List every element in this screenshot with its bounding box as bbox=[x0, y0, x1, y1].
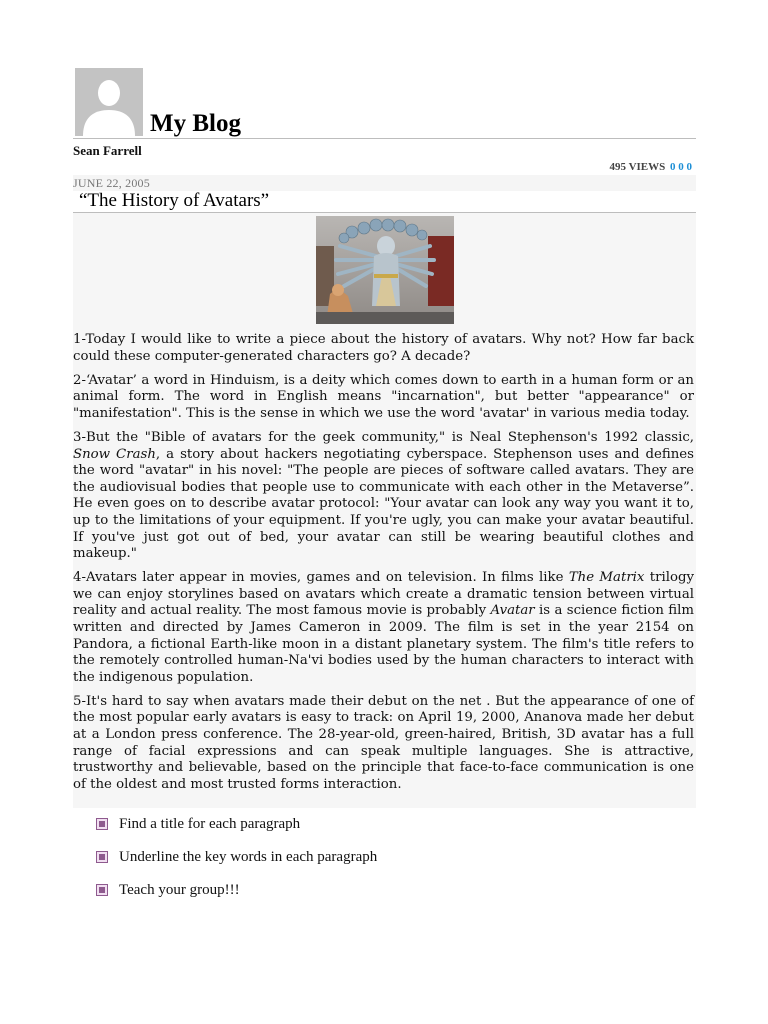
author-avatar bbox=[75, 68, 143, 136]
square-bullet-icon bbox=[96, 818, 108, 830]
paragraph-3 bbox=[73, 430, 694, 563]
author-name[interactable]: Sean Farrell bbox=[73, 143, 142, 158]
paragraph-5: 5-It's hard to say when avatars made their debut on the net . But the appearance of one of the most popular early avatars is easy to track: on April 19, 2000, Ananova made her debut at a London press conference. The 28-year-old, green-haired, British, 3D avatar has a full range of facial expressions and can speak multiple languages. She is attractive, trustworthy and believable, based on the principle that face-to-face communication is one of the oldest and most trusted forms interaction. bbox=[73, 693, 694, 792]
list-item bbox=[96, 882, 377, 915]
list-item bbox=[96, 849, 377, 882]
book-title-italic: Snow Crash bbox=[73, 446, 156, 462]
views-counts[interactable]: 0 0 0 bbox=[670, 161, 692, 173]
task-text: Teach your group!!! bbox=[119, 882, 240, 898]
user-silhouette-icon bbox=[75, 68, 143, 136]
list-item bbox=[96, 816, 377, 849]
paragraph-1: 1-Today I would like to write a piece about the history of avatars. Why not? How far back could these computer-generated characters go? A decade? bbox=[73, 332, 694, 364]
blog-title[interactable]: My Blog bbox=[150, 110, 241, 137]
paragraph-3-text-b: , a story about hackers negotiating cyberspace. Stephenson uses and defines the word "avatar" in his novel: "The people are pieces of software called avatars. They are the audiovisual bodies that people use to communicate with each other in the Metaverse”. He even goes on to describe avatar protocol: "Your avatar can look any way you want it to, up to the limitations of your equipment. If you're ugly, you can make your avatar beautiful. If you've just got out of bed, your avatar can still be wearing beautiful clothes and makeup." bbox=[73, 446, 694, 562]
paragraph-4-text-a: 4-Avatars later appear in movies, games and on television. In films like bbox=[73, 570, 569, 586]
paragraph-4 bbox=[73, 570, 694, 686]
film-title-italic-1: The Matrix bbox=[568, 570, 645, 586]
deity-statue-image bbox=[316, 216, 454, 324]
multi-armed-deity-statue-photo-icon bbox=[316, 216, 454, 324]
film-title-italic-2: Avatar bbox=[490, 603, 535, 619]
post-body bbox=[73, 332, 694, 801]
square-bullet-icon bbox=[96, 884, 108, 896]
post-title[interactable]: “The History of Avatars” bbox=[79, 190, 270, 211]
post-date: JUNE 22, 2005 bbox=[73, 176, 150, 190]
paragraph-3-text-a: 3-But the "Bible of avatars for the geek community," is Neal Stephenson's 1992 classic, bbox=[73, 429, 694, 445]
paragraph-4-text-c: is a science fiction film written and directed by James Cameron in 2009. The film is set in the year 2154 on Pandora, a fictional Earth-like moon in a distant planetary system. The film's title refers to the remotely controlled human-Na'vi bodies used by the human characters to interact with the indigenous population. bbox=[73, 603, 694, 685]
view-counter bbox=[610, 161, 692, 173]
paragraph-4-text-b: trilogy we can enjoy storylines based on avatars which create a dramatic tension between virtual reality and actual reality. The most famous movie is probably bbox=[73, 570, 694, 619]
task-text: Underline the key words in each paragraph bbox=[119, 849, 378, 865]
square-bullet-icon bbox=[96, 851, 108, 863]
views-label: 495 VIEWS bbox=[609, 161, 666, 173]
task-list bbox=[96, 816, 377, 915]
header-divider bbox=[73, 138, 696, 139]
paragraph-2: 2-‘Avatar’ a word in Hinduism, is a deity which comes down to earth in a human form or an animal form. The word in English means "incarnation", but better "appearance" or "manifestation". This is the sense in which we use the word 'avatar' in various media today. bbox=[73, 372, 694, 421]
date-band bbox=[73, 175, 696, 191]
task-text: Find a title for each paragraph bbox=[119, 816, 301, 832]
